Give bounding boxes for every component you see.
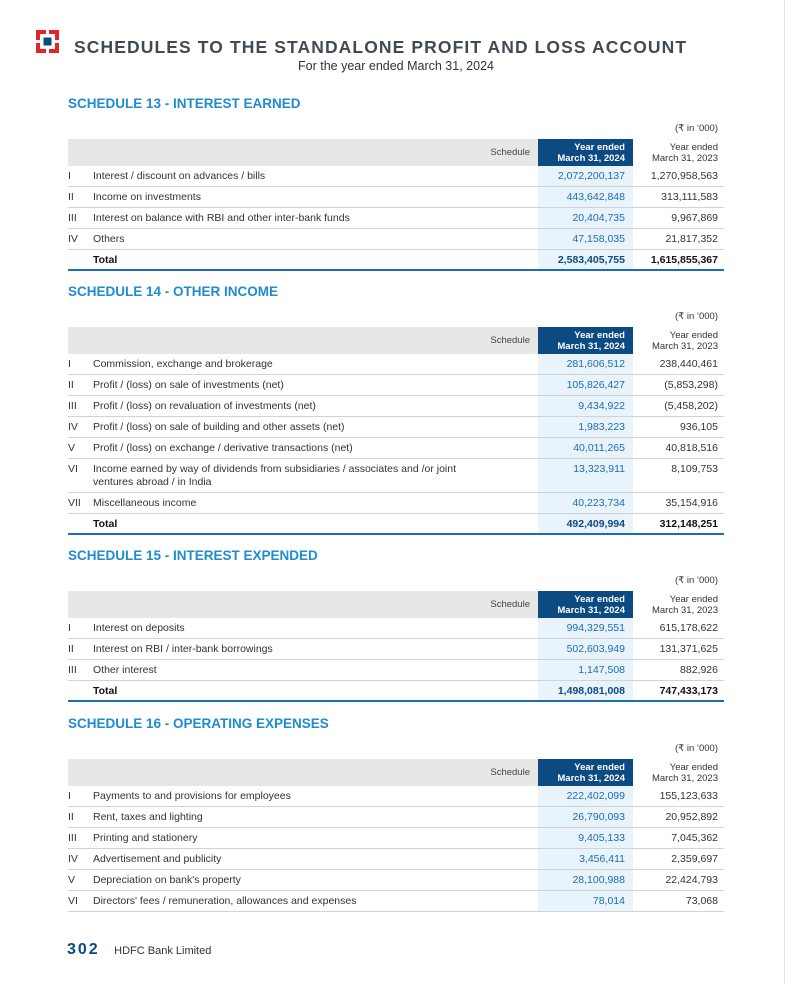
previous-year-value: 615,178,622 bbox=[659, 622, 718, 634]
row-number: VI bbox=[68, 463, 78, 475]
row-description-line: Printing and stationery bbox=[93, 832, 198, 844]
table-row bbox=[68, 187, 724, 208]
row-number: IV bbox=[68, 421, 78, 433]
previous-year-header bbox=[633, 327, 724, 354]
previous-year-line1: Year ended bbox=[669, 762, 718, 773]
table-row bbox=[68, 459, 724, 493]
row-description bbox=[93, 639, 538, 659]
previous-year-value: 1,270,958,563 bbox=[650, 170, 718, 182]
row-description-line: Others bbox=[93, 233, 125, 245]
previous-year-value: (5,853,298) bbox=[664, 379, 718, 391]
row-description bbox=[93, 660, 538, 680]
unit-note: (₹ in ‘000) bbox=[674, 311, 718, 322]
previous-year-value: 40,818,516 bbox=[665, 442, 718, 454]
row-number: V bbox=[68, 874, 76, 886]
company-name: HDFC Bank Limited bbox=[114, 945, 212, 957]
current-year-value: 3,456,411 bbox=[538, 849, 633, 869]
previous-year-line2: March 31, 2023 bbox=[651, 773, 718, 784]
row-description-line: Other interest bbox=[93, 664, 157, 676]
total-spacer bbox=[68, 250, 93, 269]
schedule-title: SCHEDULE 14 - OTHER INCOME bbox=[68, 284, 279, 299]
row-number: V bbox=[68, 442, 76, 454]
previous-year-line2: March 31, 2023 bbox=[651, 153, 718, 164]
previous-year-value: 882,926 bbox=[680, 664, 718, 676]
row-description-line: Directors' fees / remuneration, allowances and expenses bbox=[93, 895, 357, 907]
previous-year-value: 313,111,583 bbox=[661, 191, 718, 203]
current-year-line1: Year ended bbox=[574, 330, 625, 341]
row-description-line: Profit / (loss) on exchange / derivative transactions (net) bbox=[93, 442, 353, 454]
page-subtitle: For the year ended March 31, 2024 bbox=[298, 59, 494, 73]
current-year-line2: March 31, 2024 bbox=[557, 773, 625, 784]
previous-year-value: 35,154,916 bbox=[665, 497, 718, 509]
current-year-value: 26,790,093 bbox=[538, 807, 633, 827]
row-number: IV bbox=[68, 233, 78, 245]
current-year-value: 40,223,734 bbox=[538, 493, 633, 513]
row-number: II bbox=[68, 643, 74, 655]
table-row bbox=[68, 618, 724, 639]
row-description bbox=[93, 807, 538, 827]
row-number: I bbox=[68, 358, 71, 370]
total-spacer bbox=[68, 514, 93, 533]
table-row bbox=[68, 396, 724, 417]
current-year-value: 443,642,848 bbox=[538, 187, 633, 207]
total-label: Total bbox=[93, 685, 118, 697]
total-current-value: 1,498,081,008 bbox=[538, 681, 633, 700]
schedule-column-label: Schedule bbox=[490, 147, 530, 158]
row-description bbox=[93, 187, 538, 207]
table-row bbox=[68, 375, 724, 396]
schedule-column-label: Schedule bbox=[490, 335, 530, 346]
current-year-header bbox=[538, 591, 633, 618]
schedule-section bbox=[68, 94, 724, 271]
current-year-value: 13,323,911 bbox=[538, 459, 633, 492]
current-year-line1: Year ended bbox=[574, 762, 625, 773]
current-year-value: 9,405,133 bbox=[538, 828, 633, 848]
row-description-line: Depreciation on bank's property bbox=[93, 874, 241, 886]
total-previous-value: 312,148,251 bbox=[659, 518, 718, 530]
table-row bbox=[68, 208, 724, 229]
previous-year-value: 238,440,461 bbox=[659, 358, 718, 370]
table-row bbox=[68, 849, 724, 870]
table-row bbox=[68, 786, 724, 807]
schedule-column-label: Schedule bbox=[490, 767, 530, 778]
current-year-value: 20,404,735 bbox=[538, 208, 633, 228]
table-header bbox=[68, 327, 724, 354]
current-year-value: 1,147,508 bbox=[538, 660, 633, 680]
row-description bbox=[93, 208, 538, 228]
current-year-value: 9,434,922 bbox=[538, 396, 633, 416]
table-row bbox=[68, 807, 724, 828]
row-number: III bbox=[68, 212, 77, 224]
row-number: III bbox=[68, 832, 77, 844]
current-year-line2: March 31, 2024 bbox=[557, 605, 625, 616]
row-description bbox=[93, 891, 538, 911]
total-row bbox=[68, 250, 724, 271]
row-description-line: Advertisement and publicity bbox=[93, 853, 222, 865]
schedule-section bbox=[68, 546, 724, 702]
previous-year-line2: March 31, 2023 bbox=[651, 605, 718, 616]
previous-year-line1: Year ended bbox=[669, 330, 718, 341]
row-number: I bbox=[68, 622, 71, 634]
row-number: VI bbox=[68, 895, 78, 907]
current-year-value: 222,402,099 bbox=[538, 786, 633, 806]
row-number: I bbox=[68, 790, 71, 802]
current-year-line1: Year ended bbox=[574, 142, 625, 153]
previous-year-value: 7,045,362 bbox=[671, 832, 718, 844]
page-footer bbox=[67, 941, 211, 959]
current-year-value: 47,158,035 bbox=[538, 229, 633, 249]
previous-year-header bbox=[633, 139, 724, 166]
row-number: II bbox=[68, 191, 74, 203]
total-row bbox=[68, 514, 724, 535]
row-description bbox=[93, 354, 538, 374]
current-year-line2: March 31, 2024 bbox=[557, 153, 625, 164]
table-row bbox=[68, 229, 724, 250]
row-description-line: Income earned by way of dividends from subsidiaries / associates and /or joint bbox=[93, 463, 457, 475]
row-description-line: Commission, exchange and brokerage bbox=[93, 358, 273, 370]
row-description bbox=[93, 870, 538, 890]
current-year-header bbox=[538, 759, 633, 786]
table-row bbox=[68, 493, 724, 514]
schedule-title: SCHEDULE 16 - OPERATING EXPENSES bbox=[68, 716, 329, 731]
previous-year-value: 8,109,753 bbox=[671, 463, 718, 475]
row-description bbox=[93, 375, 538, 395]
schedule-section bbox=[68, 714, 724, 912]
row-description bbox=[93, 786, 538, 806]
table-header bbox=[68, 591, 724, 618]
row-number: III bbox=[68, 400, 77, 412]
unit-note: (₹ in ‘000) bbox=[674, 743, 718, 754]
table-row bbox=[68, 354, 724, 375]
row-number: III bbox=[68, 664, 77, 676]
schedule-title: SCHEDULE 15 - INTEREST EXPENDED bbox=[68, 548, 318, 563]
table-row bbox=[68, 660, 724, 681]
schedule-section bbox=[68, 282, 724, 535]
row-description bbox=[93, 166, 538, 186]
previous-year-value: 22,424,793 bbox=[665, 874, 718, 886]
current-year-header bbox=[538, 327, 633, 354]
current-year-value: 2,072,200,137 bbox=[538, 166, 633, 186]
row-description bbox=[93, 396, 538, 416]
row-description bbox=[93, 229, 538, 249]
table-row bbox=[68, 438, 724, 459]
page-number: 302 bbox=[67, 941, 100, 958]
schedule-title: SCHEDULE 13 - INTEREST EARNED bbox=[68, 96, 301, 111]
row-description bbox=[93, 828, 538, 848]
previous-year-line1: Year ended bbox=[669, 594, 718, 605]
current-year-value: 40,011,265 bbox=[538, 438, 633, 458]
current-year-value: 105,826,427 bbox=[538, 375, 633, 395]
unit-note: (₹ in ‘000) bbox=[674, 575, 718, 586]
current-year-value: 502,603,949 bbox=[538, 639, 633, 659]
row-description-line: Income on investments bbox=[93, 191, 201, 203]
total-previous-value: 747,433,173 bbox=[659, 685, 718, 697]
row-description-line: Profit / (loss) on sale of investments (net) bbox=[93, 379, 284, 391]
previous-year-value: 9,967,869 bbox=[671, 212, 718, 224]
row-description-line: Interest on RBI / inter-bank borrowings bbox=[93, 643, 273, 655]
table-header bbox=[68, 759, 724, 786]
table-row bbox=[68, 639, 724, 660]
row-number: VII bbox=[68, 497, 81, 509]
row-description-line: Interest on balance with RBI and other inter-bank funds bbox=[93, 212, 350, 224]
total-spacer bbox=[68, 681, 93, 700]
previous-year-value: 20,952,892 bbox=[665, 811, 718, 823]
total-current-value: 2,583,405,755 bbox=[538, 250, 633, 269]
current-year-line1: Year ended bbox=[574, 594, 625, 605]
row-description bbox=[93, 417, 538, 437]
row-number: IV bbox=[68, 853, 78, 865]
row-description-line2: ventures abroad / in India bbox=[93, 476, 212, 488]
previous-year-value: (5,458,202) bbox=[664, 400, 718, 412]
page-title: SCHEDULES TO THE STANDALONE PROFIT AND LOSS ACCOUNT bbox=[74, 37, 688, 57]
table-row bbox=[68, 417, 724, 438]
total-label: Total bbox=[93, 254, 118, 266]
total-previous-value: 1,615,855,367 bbox=[650, 254, 718, 266]
hdfc-logo-icon bbox=[36, 30, 59, 53]
total-label: Total bbox=[93, 518, 118, 530]
row-description bbox=[93, 618, 538, 638]
table-row bbox=[68, 891, 724, 912]
previous-year-header bbox=[633, 759, 724, 786]
total-row bbox=[68, 681, 724, 702]
table-row bbox=[68, 828, 724, 849]
current-year-value: 281,606,512 bbox=[538, 354, 633, 374]
row-description-line: Payments to and provisions for employees bbox=[93, 790, 291, 802]
previous-year-value: 155,123,633 bbox=[659, 790, 718, 802]
row-description-line: Miscellaneous income bbox=[93, 497, 197, 509]
total-current-value: 492,409,994 bbox=[538, 514, 633, 533]
current-year-value: 994,329,551 bbox=[538, 618, 633, 638]
row-description bbox=[93, 849, 538, 869]
row-description-line: Profit / (loss) on revaluation of investments (net) bbox=[93, 400, 316, 412]
table-row bbox=[68, 870, 724, 891]
current-year-line2: March 31, 2024 bbox=[557, 341, 625, 352]
current-year-value: 78,014 bbox=[538, 891, 633, 911]
row-description-line: Profit / (loss) on sale of building and other assets (net) bbox=[93, 421, 345, 433]
previous-year-header bbox=[633, 591, 724, 618]
previous-year-value: 73,068 bbox=[685, 895, 718, 907]
previous-year-line2: March 31, 2023 bbox=[651, 341, 718, 352]
row-number: II bbox=[68, 811, 74, 823]
current-year-value: 1,983,223 bbox=[538, 417, 633, 437]
unit-note: (₹ in ‘000) bbox=[674, 123, 718, 134]
table-header bbox=[68, 139, 724, 166]
row-description bbox=[93, 459, 538, 492]
previous-year-value: 21,817,352 bbox=[665, 233, 718, 245]
row-description bbox=[93, 438, 538, 458]
row-number: I bbox=[68, 170, 71, 182]
row-number: II bbox=[68, 379, 74, 391]
page-edge-rule bbox=[784, 0, 785, 984]
previous-year-value: 2,359,697 bbox=[671, 853, 718, 865]
row-description-line: Interest on deposits bbox=[93, 622, 185, 634]
row-description bbox=[93, 493, 538, 513]
row-description-line: Interest / discount on advances / bills bbox=[93, 170, 266, 182]
previous-year-line1: Year ended bbox=[669, 142, 718, 153]
previous-year-value: 936,105 bbox=[680, 421, 718, 433]
previous-year-value: 131,371,625 bbox=[659, 643, 718, 655]
row-description-line: Rent, taxes and lighting bbox=[93, 811, 203, 823]
current-year-header bbox=[538, 139, 633, 166]
current-year-value: 28,100,988 bbox=[538, 870, 633, 890]
table-row bbox=[68, 166, 724, 187]
schedule-column-label: Schedule bbox=[490, 599, 530, 610]
